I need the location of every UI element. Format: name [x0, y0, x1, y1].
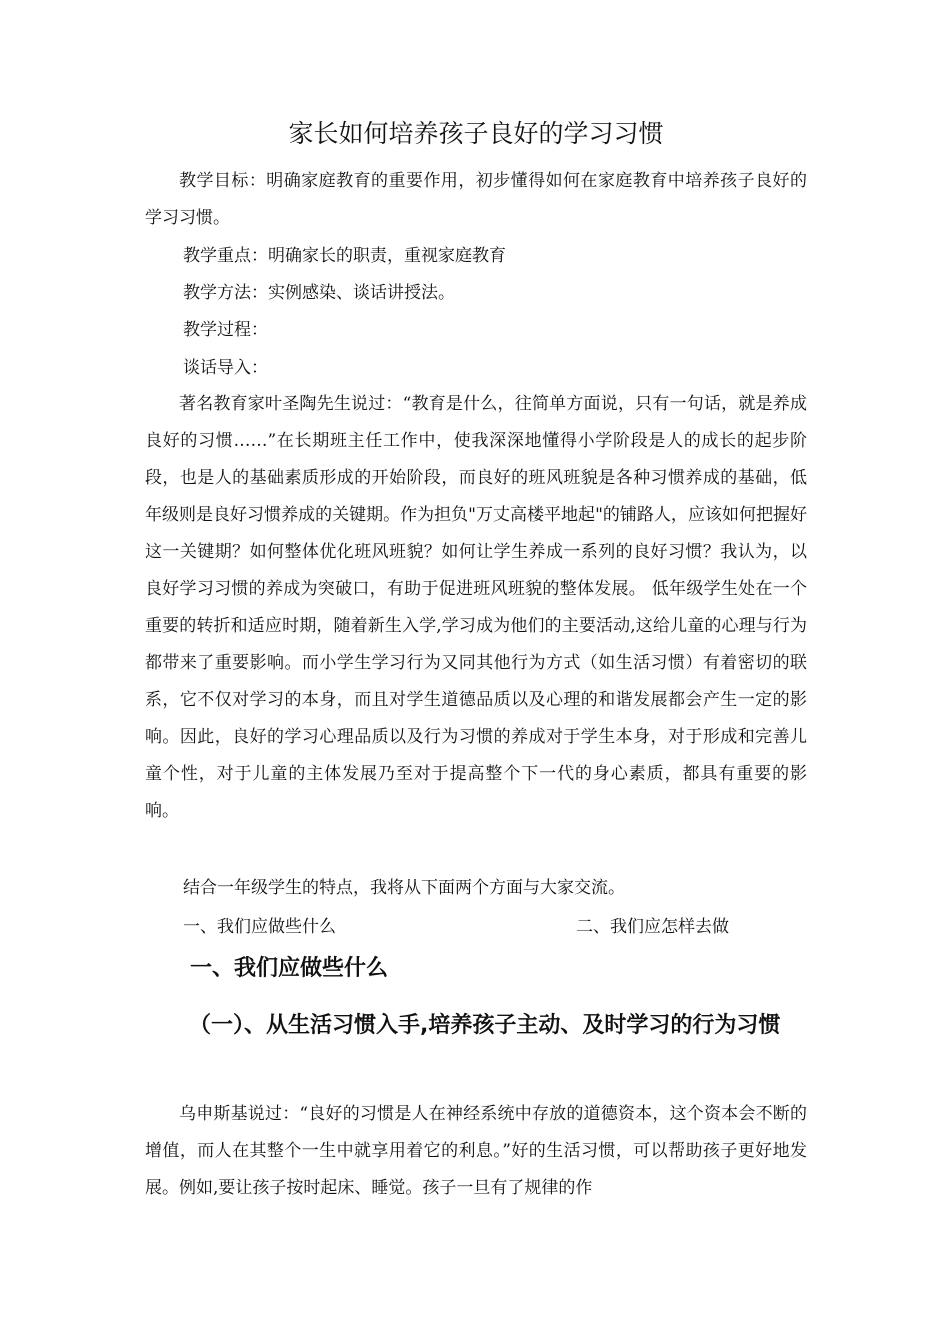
combine-line: 结合一年级学生的特点，我将从下面两个方面与大家交流。	[183, 878, 625, 898]
method-line: 教学方法：实例感染、谈话讲授法。	[183, 283, 455, 303]
intro-paragraph: 著名教育家叶圣陶先生说过：“教育是什么，往简单方面说，只有一句话，就是养成良好的习惯……”在长期班主任工作中，使我深深地懂得小学阶段是人的成长的起步阶段，也是人的基础素质形成的开始阶段，而良好的班风班貌是各种习惯养成的基础，低年级则是良好习惯养成的关键期。作为担负"万丈高楼平地起"的铺路人，应该如何把握好这一关键期？如何整体优化班风班貌？如何让学生养成一系列的良好习惯？我认为，以良好学习习惯的养成为突破口，有助于促进班风班貌的整体发展。 低年级学生处在一个重要的转折和适应时期，随着新生入学,学习成为他们的主要活动,这给儿童的心理与行为都带来了重要影响。而小学生学习行为又同其他行为方式（如生活习惯）有着密切的联系，它不仅对学习的本身，而且对学生道德品质以及心理的和谐发展都会产生一定的影响。因此，良好的学习心理品质以及行为习惯的养成对于学生本身，对于形成和完善儿童个性，对于儿童的主体发展乃至对于提高整个下一代的身心素质，都具有重要的影响。	[145, 394, 807, 821]
outline-item-2: 二、我们应怎样去做	[576, 917, 729, 937]
section-heading: 一、我们应做些什么	[190, 956, 389, 981]
process-line: 教学过程：	[183, 320, 268, 340]
intro-label: 谈话导入：	[183, 358, 268, 378]
habit-paragraph: 乌申斯基说过：“良好的习惯是人在神经系统中存放的道德资本，这个资本会不断的增值，而人在其整个一生中就享用着它的利息。”好的生活习惯，可以帮助孩子更好地发展。例如,要让孩子按时起床、睡觉。孩子一旦有了规律的作	[145, 1104, 807, 1198]
outline-item-1: 一、我们应做些什么	[183, 917, 336, 937]
focus-line: 教学重点：明确家长的职责，重视家庭教育	[183, 246, 506, 266]
subsection-heading: （一）、从生活习惯入手,培养孩子主动、及时学习的行为习惯	[189, 1013, 781, 1038]
objective-paragraph: 教学目标：明确家庭教育的重要作用，初步懂得如何在家庭教育中培养孩子良好的学习习惯。	[145, 171, 807, 228]
page-title: 家长如何培养孩子良好的学习习惯	[288, 119, 664, 148]
